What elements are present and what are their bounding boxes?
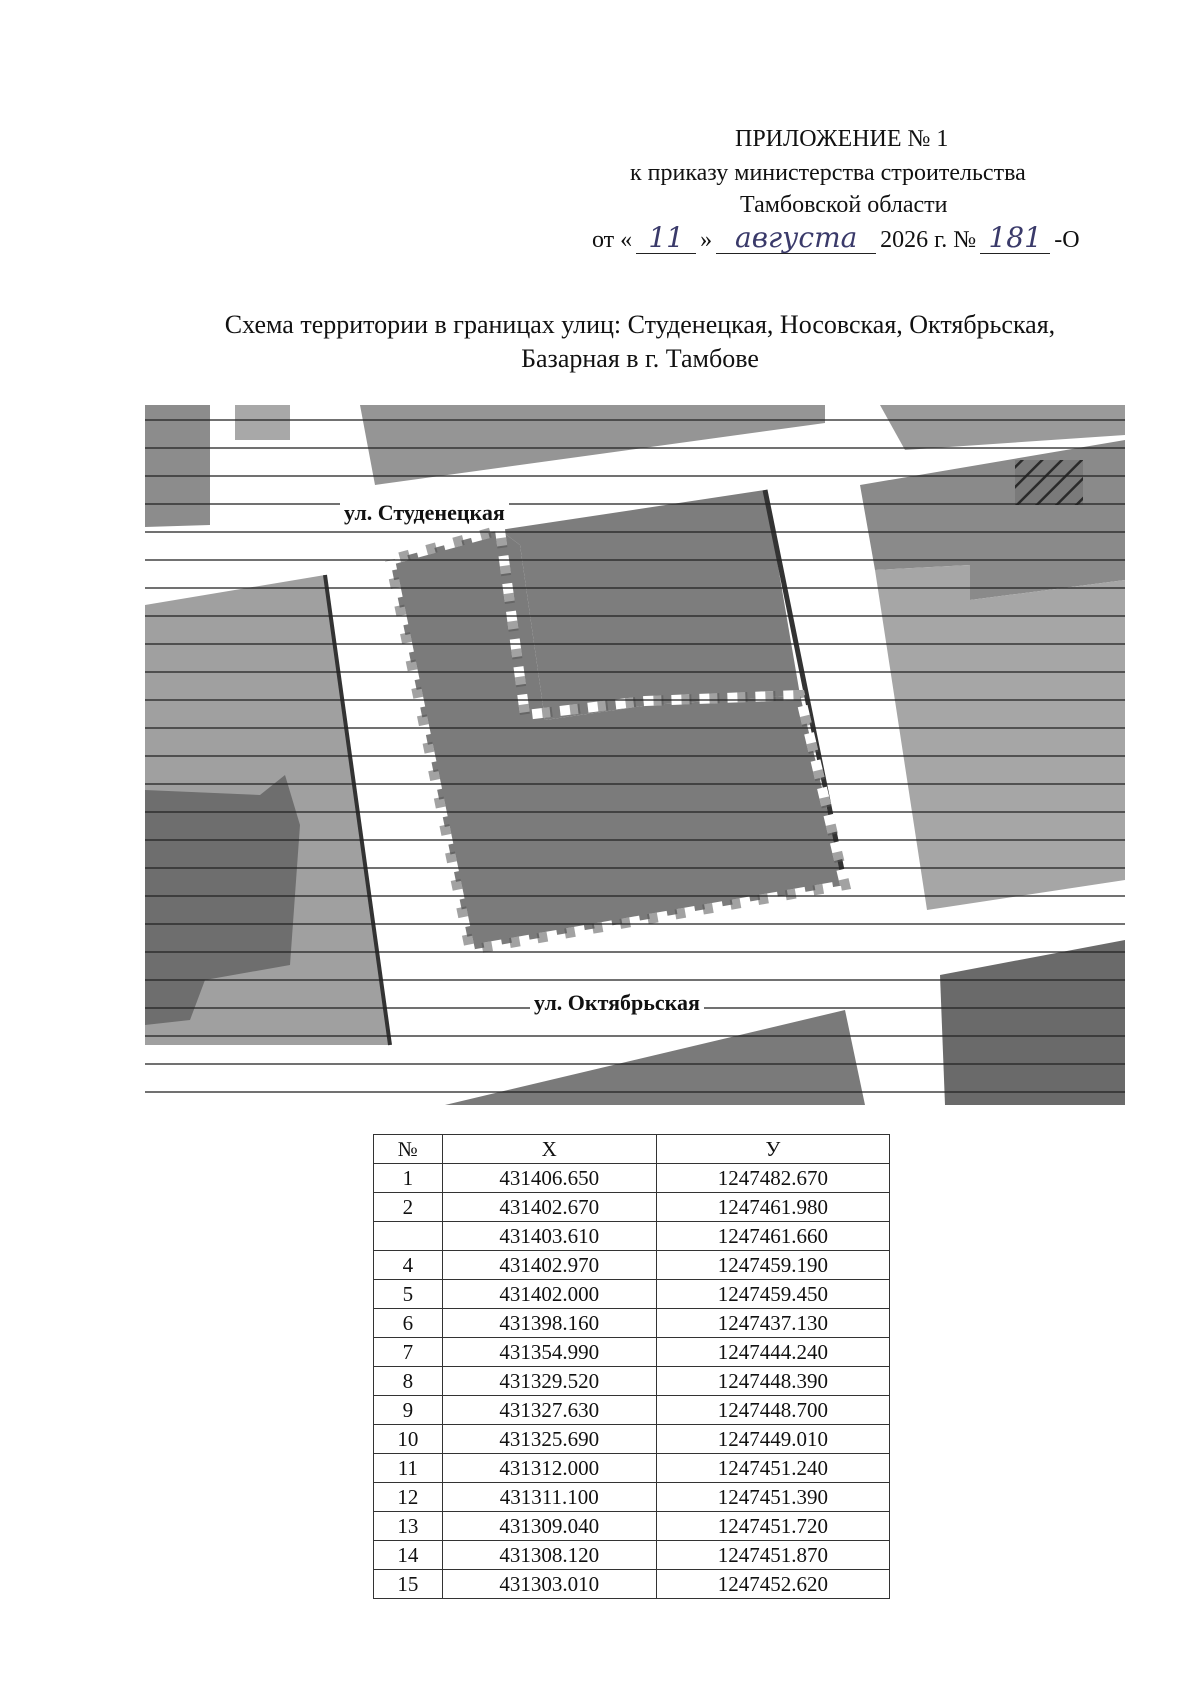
quote-close: »: [700, 227, 713, 253]
cell-number: 2: [374, 1193, 443, 1222]
appendix-title: ПРИЛОЖЕНИЕ № 1: [735, 126, 949, 152]
year-label: 2026 г. №: [880, 227, 977, 253]
table-row: [374, 1512, 890, 1541]
cell-y: 1247449.010: [656, 1425, 889, 1454]
parcel-top-left: [145, 405, 210, 527]
cell-number: 4: [374, 1251, 443, 1280]
cell-x: 431402.970: [442, 1251, 656, 1280]
cell-number: 15: [374, 1570, 443, 1599]
scheme-title-line2: Базарная в г. Тамбове: [521, 344, 759, 373]
cell-number: 7: [374, 1338, 443, 1367]
table-row: [374, 1454, 890, 1483]
header-number: №: [374, 1135, 443, 1164]
cell-y: 1247444.240: [656, 1338, 889, 1367]
table-row: [374, 1251, 890, 1280]
cell-number: 11: [374, 1454, 443, 1483]
handwritten-month: августа: [716, 225, 876, 254]
cell-x: 431402.670: [442, 1193, 656, 1222]
region-name: Тамбовской области: [740, 192, 948, 218]
table-row: [374, 1280, 890, 1309]
cell-number: 10: [374, 1425, 443, 1454]
cell-y: 1247451.720: [656, 1512, 889, 1541]
territory-north: [500, 490, 800, 720]
cell-y: 1247448.700: [656, 1396, 889, 1425]
table-row: [374, 1309, 890, 1338]
cell-number: 14: [374, 1541, 443, 1570]
cell-y: 1247459.190: [656, 1251, 889, 1280]
cell-x: 431309.040: [442, 1512, 656, 1541]
hatched-parcel: [1015, 460, 1083, 505]
cell-x: 431303.010: [442, 1570, 656, 1599]
territory-map: [145, 405, 1125, 1105]
handwritten-order-number: 181: [980, 225, 1050, 254]
cell-number: [374, 1222, 443, 1251]
cell-number: 1: [374, 1164, 443, 1193]
handwritten-day: 11: [636, 225, 696, 254]
table-row: [374, 1396, 890, 1425]
cell-number: 8: [374, 1367, 443, 1396]
cell-x: 431311.100: [442, 1483, 656, 1512]
cell-number: 13: [374, 1512, 443, 1541]
cell-x: 431402.000: [442, 1280, 656, 1309]
table-row: [374, 1425, 890, 1454]
cell-number: 5: [374, 1280, 443, 1309]
header-y: У: [656, 1135, 889, 1164]
cell-y: 1247459.450: [656, 1280, 889, 1309]
table-row: [374, 1483, 890, 1512]
cell-x: 431308.120: [442, 1541, 656, 1570]
cell-x: 431325.690: [442, 1425, 656, 1454]
order-reference: к приказу министерства строительства: [630, 160, 1026, 186]
cell-number: 12: [374, 1483, 443, 1512]
cell-y: 1247482.670: [656, 1164, 889, 1193]
cell-x: 431398.160: [442, 1309, 656, 1338]
cell-y: 1247461.660: [656, 1222, 889, 1251]
table-header-row: [374, 1135, 890, 1164]
cell-y: 1247448.390: [656, 1367, 889, 1396]
cell-y: 1247437.130: [656, 1309, 889, 1338]
cell-x: 431329.520: [442, 1367, 656, 1396]
cell-x: 431403.610: [442, 1222, 656, 1251]
order-date-line: [592, 221, 1080, 254]
order-suffix: -О: [1054, 227, 1080, 253]
from-label: от «: [592, 227, 633, 253]
cell-y: 1247451.870: [656, 1541, 889, 1570]
cell-x: 431354.990: [442, 1338, 656, 1367]
table-row: [374, 1164, 890, 1193]
table-row: [374, 1570, 890, 1599]
header-x: X: [442, 1135, 656, 1164]
coordinates-table: [373, 1134, 890, 1599]
cell-y: 1247461.980: [656, 1193, 889, 1222]
cell-number: 6: [374, 1309, 443, 1338]
cell-y: 1247451.240: [656, 1454, 889, 1483]
cell-y: 1247452.620: [656, 1570, 889, 1599]
scheme-title-line1: Схема территории в границах улиц: Студенецкая, Носовская, Октябрьская,: [224, 310, 1056, 339]
cell-number: 9: [374, 1396, 443, 1425]
table-row: [374, 1338, 890, 1367]
table-row: [374, 1367, 890, 1396]
table-row: [374, 1222, 890, 1251]
cell-x: 431312.000: [442, 1454, 656, 1483]
street-label-studenetskaya: ул. Студенецкая: [340, 500, 509, 526]
cell-x: 431406.650: [442, 1164, 656, 1193]
cell-y: 1247451.390: [656, 1483, 889, 1512]
cell-x: 431327.630: [442, 1396, 656, 1425]
table-row: [374, 1541, 890, 1570]
street-label-oktyabrskaya: ул. Октябрьская: [530, 990, 704, 1016]
table-row: [374, 1193, 890, 1222]
parcel-top-small: [235, 405, 290, 440]
